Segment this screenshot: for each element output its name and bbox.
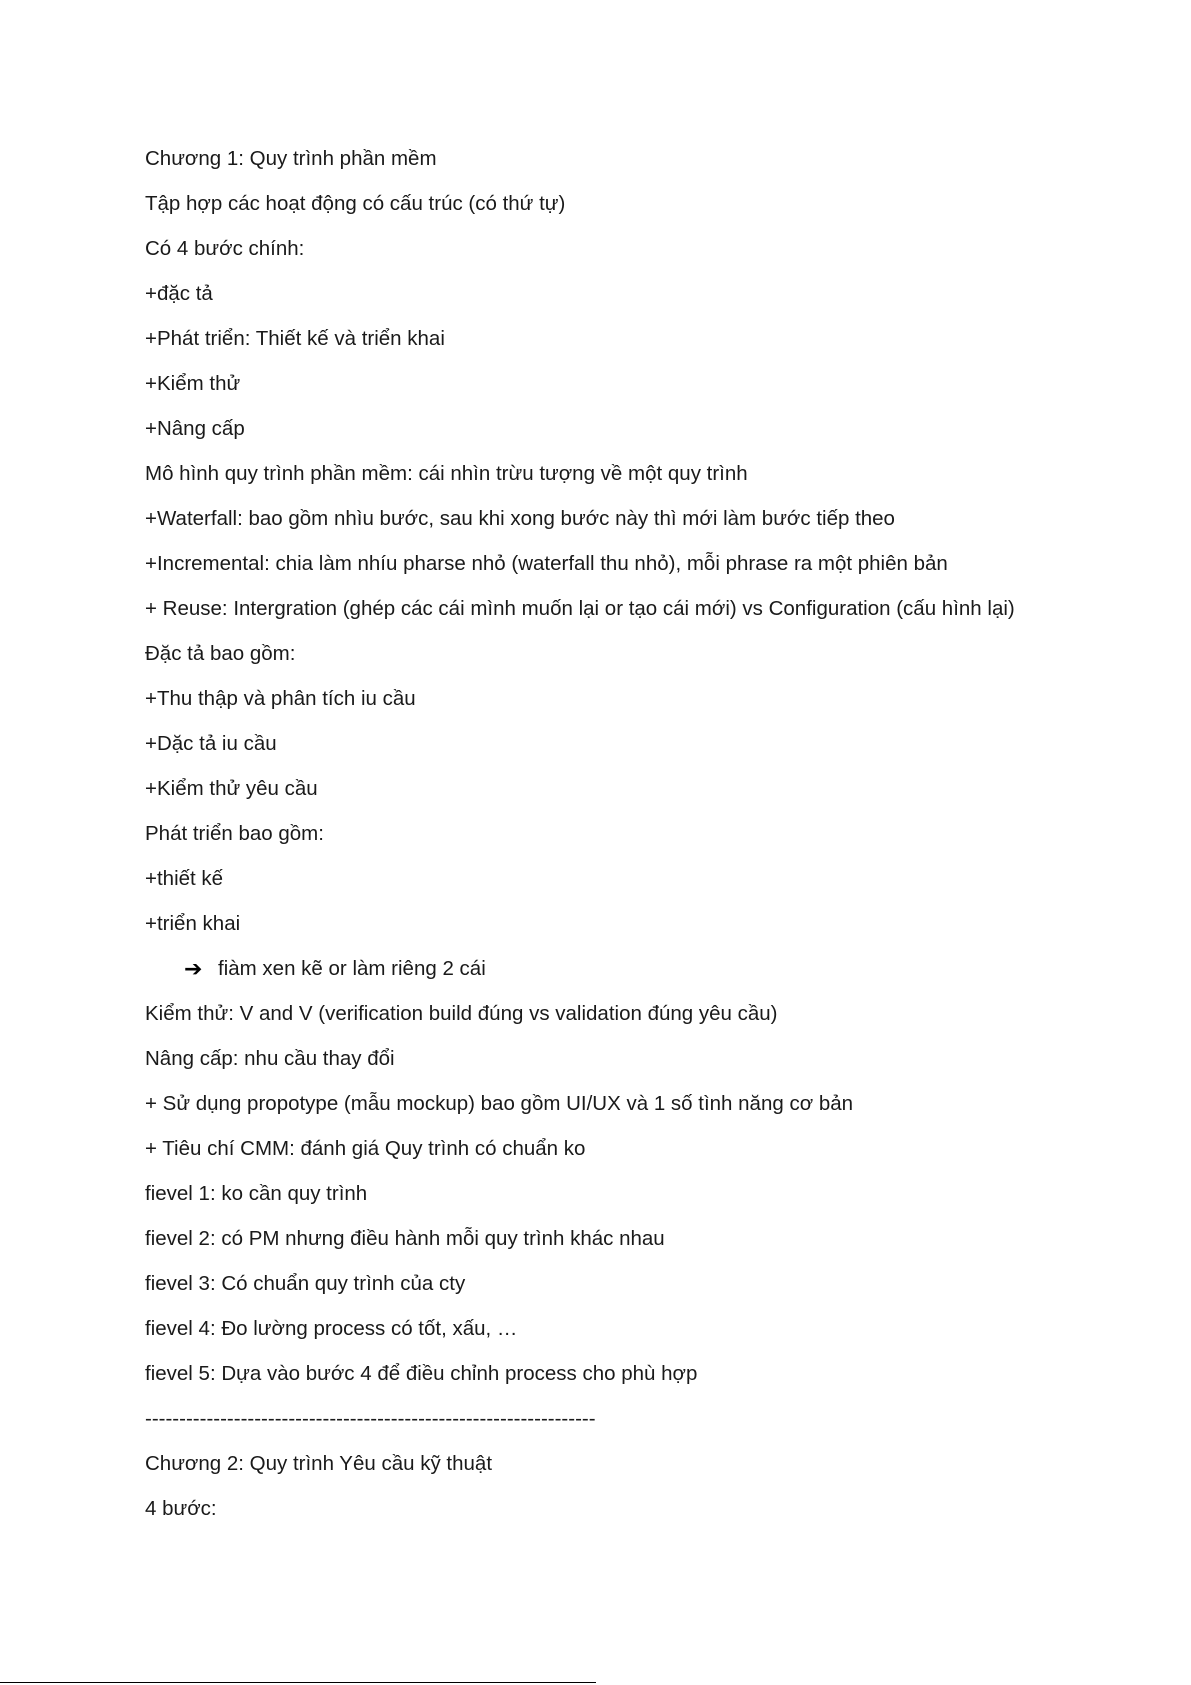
arrow-bullet-item [145,956,1045,1001]
dashed-separator: ------------------------------------------------------------------ [145,1407,596,1430]
list-item: + Sử dụng propotype (mẫu mockup) bao gồm UI/UX và 1 số tình năng cơ bản [145,1092,854,1115]
text-line: Phát triển bao gồm: [145,822,324,845]
arrow-item-text: ﬁàm xen kẽ or làm riêng 2 cái [218,957,486,980]
document-body [145,146,1045,1541]
text-line: 4 bước: [145,1497,217,1520]
text-line: Có 4 bước chính: [145,237,305,260]
text-line: Kiểm thử: V and V (verification build đúng vs validation đúng yêu cầu) [145,1002,778,1025]
list-item: +đặc tả [145,282,213,305]
list-item: +Phát triển: Thiết kế và triển khai [145,327,445,350]
page-bottom-rule [0,1682,596,1683]
list-item: +Kiểm thử yêu cầu [145,777,318,800]
list-item: +Nâng cấp [145,417,245,440]
text-line: Nâng cấp: nhu cầu thay đổi [145,1047,395,1070]
text-line: Tập hợp các hoạt động có cấu trúc (có thứ tự) [145,192,566,215]
level-line: ﬁevel 4: Đo lường process có tốt, xấu, … [145,1317,518,1340]
list-item: +thiết kế [145,867,224,890]
level-line: ﬁevel 5: Dựa vào bước 4 để điều chỉnh process cho phù hợp [145,1362,698,1385]
level-line: ﬁevel 2: có PM nhưng điều hành mỗi quy trình khác nhau [145,1227,665,1250]
text-line: Mô hình quy trình phần mềm: cái nhìn trừu tượng về một quy trình [145,462,748,485]
list-item: + Tiêu chí CMM: đánh giá Quy trình có chuẩn ko [145,1137,586,1160]
chapter-heading: Chương 1: Quy trình phần mềm [145,147,437,170]
chapter-heading: Chương 2: Quy trình Yêu cầu kỹ thuật [145,1452,493,1475]
level-line: ﬁevel 1: ko cần quy trình [145,1182,368,1205]
level-line: ﬁevel 3: Có chuẩn quy trình của cty [145,1272,466,1295]
list-item: +Incremental: chia làm nhíu pharse nhỏ (waterfall thu nhỏ), mỗi phrase ra một phiên bản [145,552,948,575]
arrow-right-icon: ➔ [184,956,203,981]
list-item: + Reuse: Intergration (ghép các cái mình muốn lại or tạo cái mới) vs Configuration (cấu hình lại) [145,597,1015,620]
list-item: +triển khai [145,912,241,935]
text-line: Đặc tả bao gồm: [145,642,296,665]
list-item: +Waterfall: bao gồm nhìu bước, sau khi xong bước này thì mới làm bước tiếp theo [145,507,895,530]
list-item: +Thu thập và phân tích iu cầu [145,687,416,710]
list-item: +Dặc tả iu cầu [145,732,277,755]
list-item: +Kiểm thử [145,372,241,395]
